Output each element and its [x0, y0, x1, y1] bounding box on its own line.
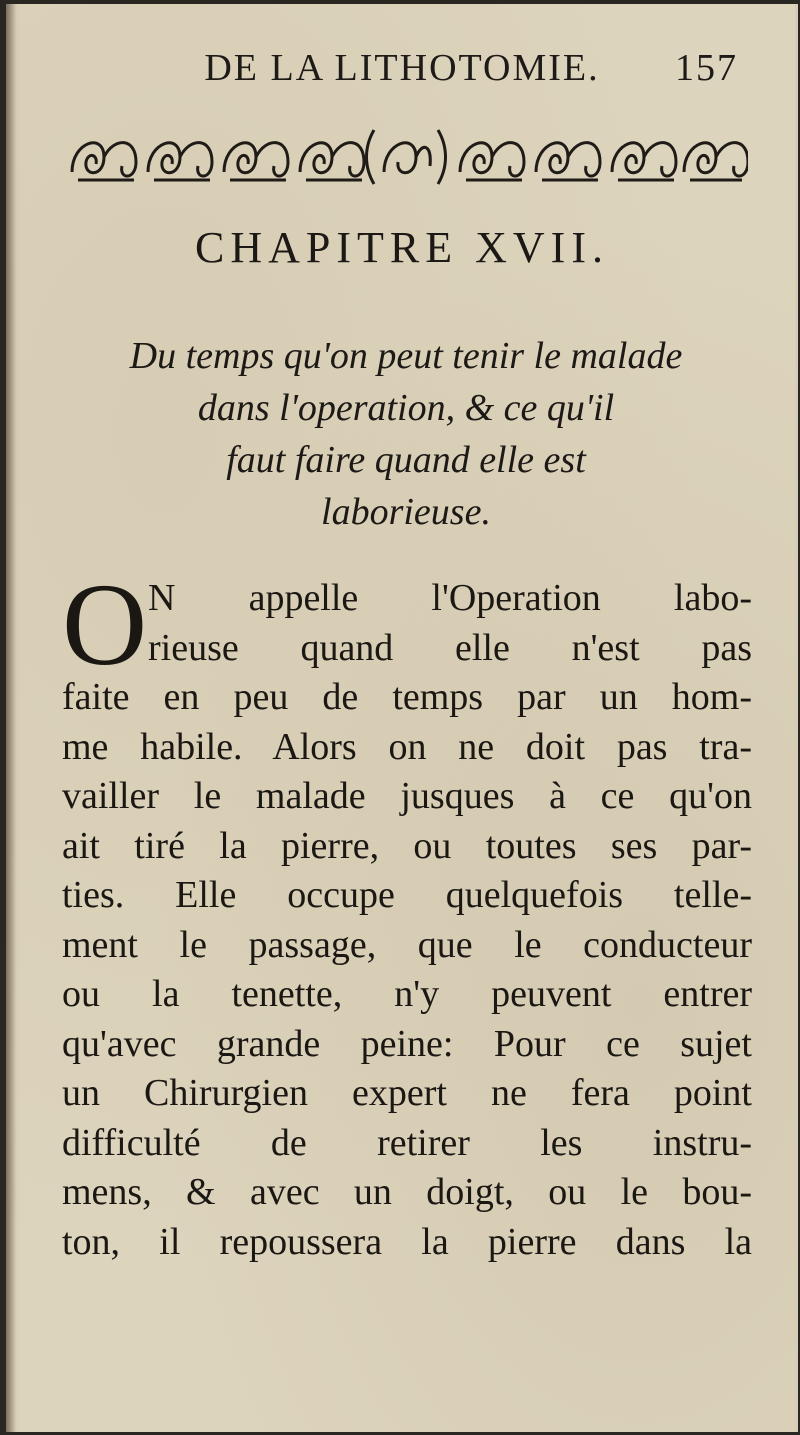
text-line: mens, & avec un doigt, ou le bou-: [62, 1171, 752, 1213]
text-line: ties. Elle occupe quelquefois telle-: [62, 874, 752, 916]
fleuron-center: [367, 130, 446, 184]
fleuron-5: [460, 143, 524, 180]
page-edge: [795, 4, 798, 1432]
text-line: ton, il repoussera la pierre dans la: [62, 1220, 752, 1263]
chapter-subtitle: [46, 330, 766, 538]
text-line: vailler le malade jusques à ce qu'on: [62, 775, 752, 817]
text-line: un Chirurgien expert ne fera point: [62, 1072, 752, 1114]
fleuron-band-ornament: [64, 122, 748, 190]
body-paragraph: [62, 574, 752, 1267]
text-line: ou la tenette, n'y peuvent entrer: [62, 973, 752, 1015]
drop-capital: O: [62, 559, 148, 690]
text-line: rieuse quand elle n'est pas: [148, 626, 752, 669]
fleuron-8: [684, 143, 748, 180]
text-line: me habile. Alors on ne doit pas tra-: [62, 725, 752, 768]
text-line: qu'avec grande peine: Pour ce sujet: [62, 1022, 752, 1065]
fleuron-7: [612, 143, 676, 180]
page-number: 157: [675, 47, 738, 89]
chapter-title: CHAPITRE XVII.: [195, 223, 609, 272]
text-line: ment le passage, que le conducteur: [62, 923, 752, 966]
running-head-title: DE LA LITHOTOMIE.: [204, 47, 600, 89]
fleuron-6: [536, 143, 600, 180]
subtitle-line: laborieuse.: [321, 491, 491, 533]
spine-shadow: [6, 4, 16, 1432]
book-page: [6, 4, 798, 1432]
subtitle-line: dans l'operation, & ce qu'il: [197, 387, 615, 429]
running-head: [6, 46, 798, 90]
fleuron-1: [72, 143, 136, 180]
text-line: difficulté de retirer les instru-: [62, 1121, 752, 1164]
text-line: N appelle l'Operation labo-: [148, 577, 752, 619]
subtitle-line: Du temps qu'on peut tenir le malade: [129, 335, 683, 377]
fleuron-2: [148, 143, 212, 180]
fleuron-4: [300, 143, 364, 180]
text-line: ait tiré la pierre, ou toutes ses par-: [62, 824, 752, 867]
text-line: faite en peu de temps par un hom-: [62, 676, 752, 718]
subtitle-line: faut faire quand elle est: [226, 439, 586, 481]
fleuron-3: [224, 143, 288, 180]
